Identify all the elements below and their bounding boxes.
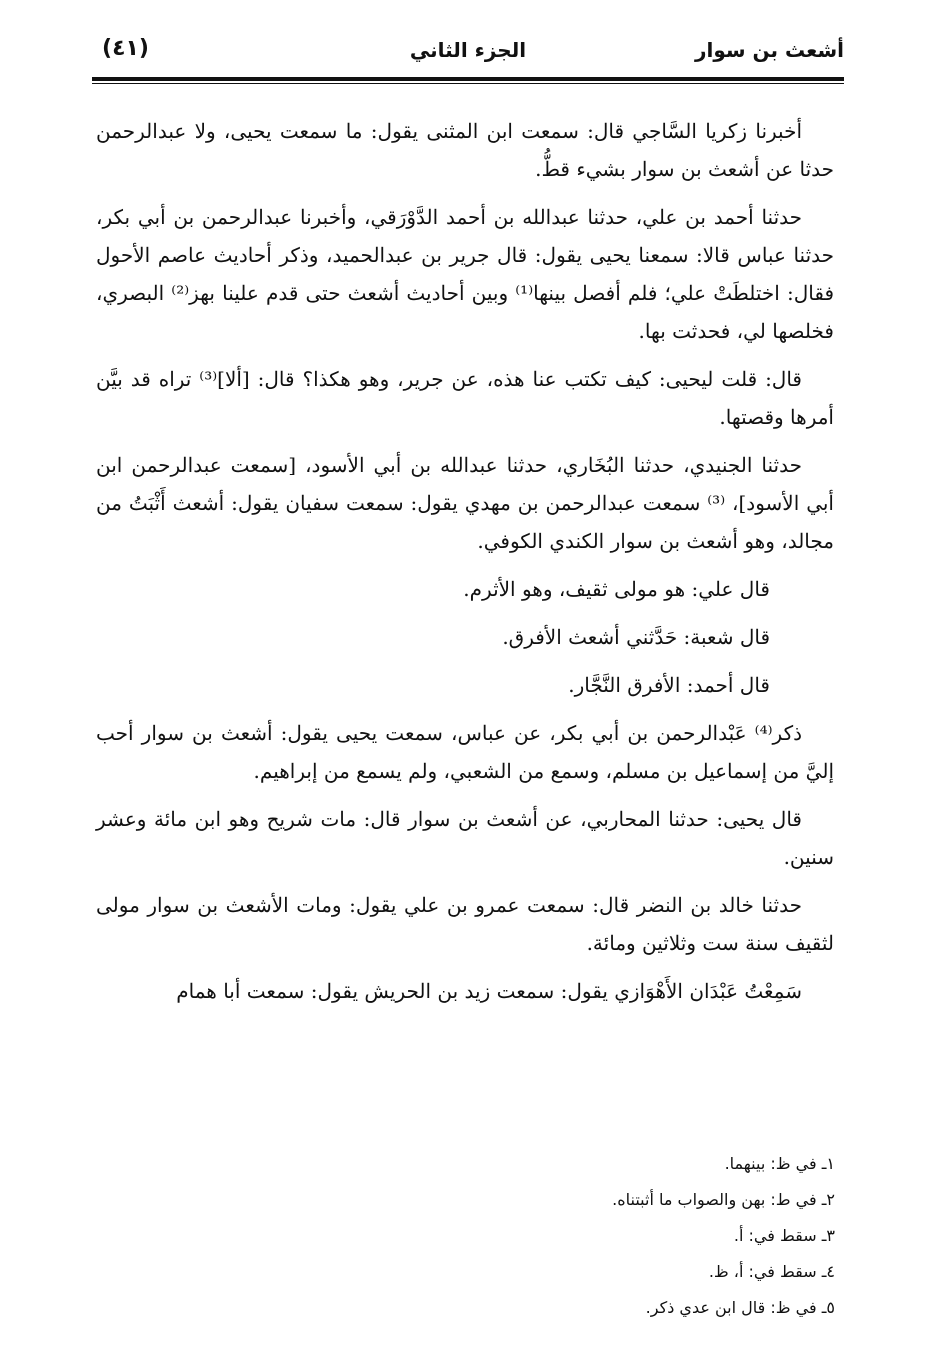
header-rule-thin (92, 83, 844, 84)
paragraph: قال يحيى: حدثنا المحاربي، عن أشعث بن سوار قال: مات شريح وهو ابن مائة وعشر سنين. (96, 807, 834, 869)
paragraph: قال علي: هو مولى ثقيف، وهو الأثرم. (463, 577, 770, 601)
page-number: (٤١) (102, 36, 149, 61)
footnote-2: ٢ـ في ط: بهن والصواب ما أثبتناه. (612, 1190, 835, 1209)
chapter-title: أشعث بن سوار (695, 38, 844, 62)
paragraph: حدثنا أحمد بن علي، حدثنا عبدالله بن أحمد الدَّوْرَقي، وأخبرنا عبدالرحمن بن أبي بكر، حدثنا عباس قالا: سمعنا يحيى يقول: قال جرير بن عبدالحميد، وذكر أحاديث عاصم الأحول فقال: اختلطَتْ علي؛ فلم أفصل بينها⁽¹⁾ وبين أحاديث أشعث حتى قدم علينا بهز⁽²⁾ البصري، فخلصها لي، فحدثت بها. (96, 205, 834, 343)
header-rule (92, 77, 844, 81)
footnote-1: ١ـ في ظ: بينهما. (724, 1154, 835, 1173)
paragraph: قال: قلت ليحيى: كيف تكتب عنا هذه، عن جرير، وهو هكذا؟ قال: [ألا]⁽³⁾ تراه قد بيَّن أمرها وقصتها. (96, 367, 834, 429)
page-header (92, 30, 844, 74)
paragraph: ذكر⁽⁴⁾ عَبْدالرحمن بن أبي بكر، عن عباس، سمعت يحيى يقول: أشعث بن سوار أحب إليَّ من إسماعيل بن مسلم، وسمع من الشعبي، ولم يسمع من إبراهيم. (96, 721, 834, 783)
paragraph: سَمِعْتُ عَبْدَان الأَهْوَازي يقول: سمعت زيد بن الحريش يقول: سمعت أبا همام (176, 979, 802, 1003)
main-text (96, 112, 834, 1020)
footnote-4: ٤ـ سقط في: أ، ظ. (708, 1262, 835, 1281)
volume-title: الجزء الثاني (409, 38, 527, 62)
footnote-5: ٥ـ في ظ: قال ابن عدي ذكر. (645, 1298, 835, 1317)
paragraph: أخبرنا زكريا السَّاجي قال: سمعت ابن المثنى يقول: ما سمعت يحيى، ولا عبدالرحمن حدثا عن أشعث بن سوار بشيء قطُّ. (96, 119, 834, 181)
paragraph: حدثنا الجنيدي، حدثنا البُخَاري، حدثنا عبدالله بن أبي الأسود، [سمعت عبدالرحمن ابن أبي الأسود]، ⁽³⁾ سمعت عبدالرحمن بن مهدي يقول: سمعت سفيان يقول: أشعث أَثْبَتُ من مجالد، وهو أشعث بن سوار الكندي الكوفي. (96, 453, 834, 553)
paragraph: قال شعبة: حَدَّثني أشعث الأفرق. (502, 625, 770, 649)
footnote-3: ٣ـ سقط في: أ. (733, 1226, 835, 1245)
footnotes (135, 1146, 835, 1326)
paragraph: قال أحمد: الأفرق النَّجَّار. (568, 673, 770, 697)
paragraph: حدثنا خالد بن النضر قال: سمعت عمرو بن علي يقول: ومات الأشعث بن سوار مولى لثقيف سنة ست وثلاثين ومائة. (96, 893, 834, 955)
